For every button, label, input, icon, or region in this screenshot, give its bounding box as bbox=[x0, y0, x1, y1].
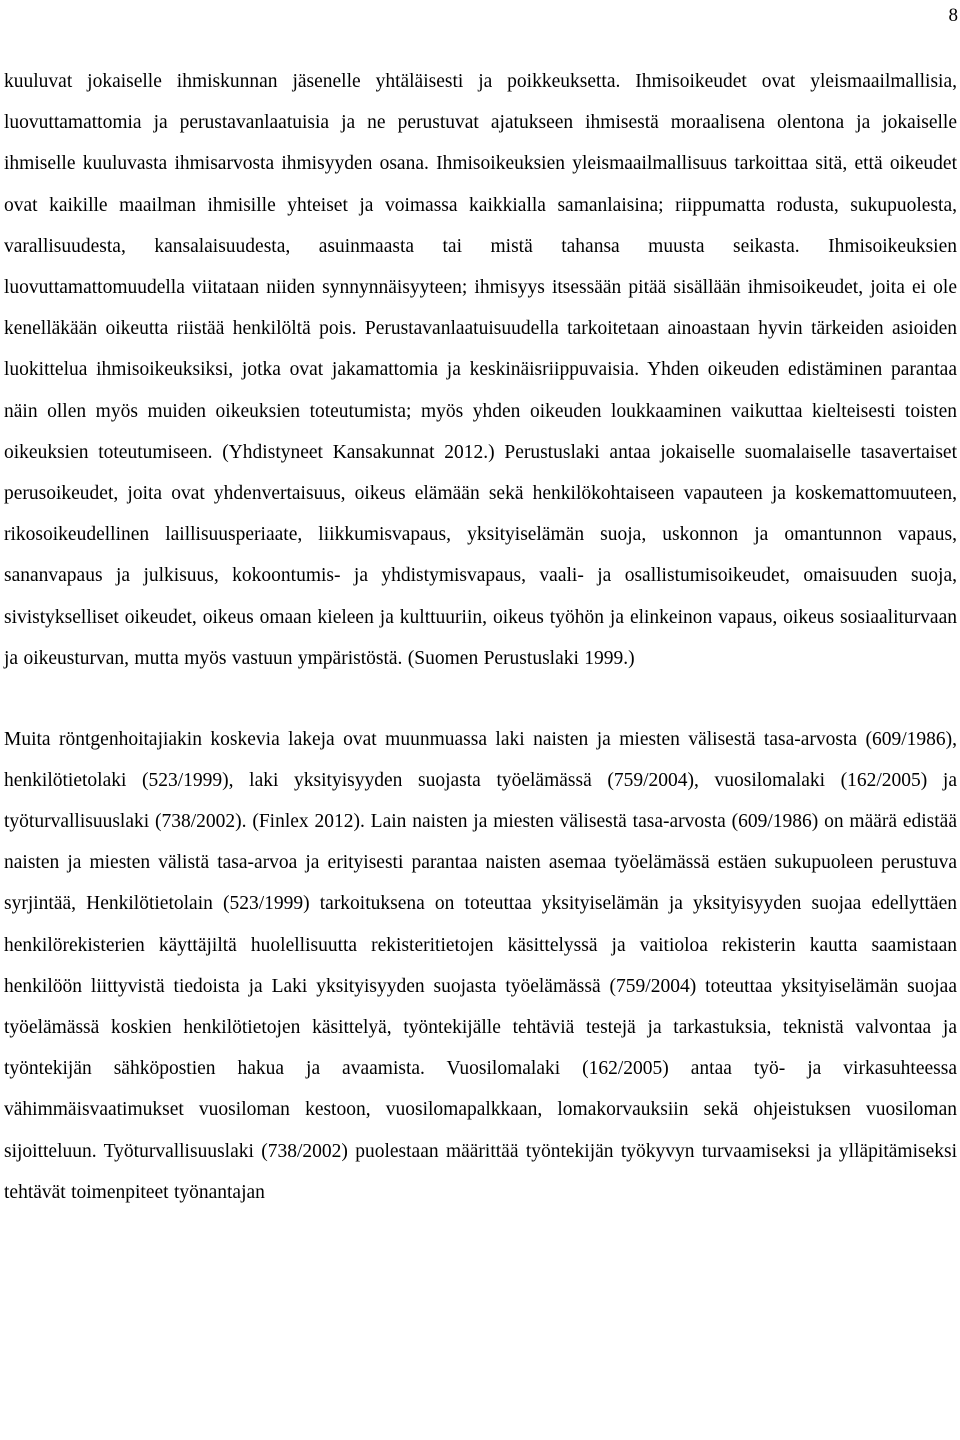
document-body bbox=[4, 61, 957, 1213]
paragraph-human-rights: kuuluvat jokaiselle ihmiskunnan jäsenelle yhtäläisesti ja poikkeuksetta. Ihmisoikeudet ovat yleismaailmallisia, luovuttamattomia ja perustavanlaatuisia ja ne perustuvat ajatukseen ihmisestä moraalisena olentona ja jokaiselle ihmiselle kuuluvasta ihmisarvosta ihmisyyden osana. Ihmisoikeuksien yleismaailmallisuus tarkoittaa sitä, että oikeudet ovat kaikille maailman ihmisille yhteiset ja voimassa kaikkialla samanlaisina; riippumatta rodusta, sukupuolesta, varallisuudesta, kansalaisuudesta, asuinmaasta tai mistä tahansa muusta seikasta. Ihmisoikeuksien luovuttamattomuudella viitataan niiden synnynnäisyyteen; ihmisyys itsessään pitää sisällään ihmisoikeudet, joita ei ole kenelläkään oikeutta riistää henkilöltä pois. Perustavanlaatuisuudella tarkoitetaan ainoastaan hyvin tärkeiden asioiden luokittelua ihmisoikeuksiksi, jotka ovat jakamattomia ja keskinäisriippuvaisia. Yhden oikeuden edistäminen parantaa näin ollen myös muiden oikeuksien toteutumista; myös yhden oikeuden loukkaaminen vaikuttaa kielteisesti toisten oikeuksien toteutumiseen. (Yhdistyneet Kansakunnat 2012.) Perustuslaki antaa jokaiselle suomalaiselle tasavertaiset perusoikeudet, joita ovat yhdenvertaisuus, oikeus elämään sekä henkilökohtaiseen vapauteen ja koskemattomuuteen, rikosoikeudellinen laillisuusperiaate, liikkumisvapaus, yksityiselämän suoja, uskonnon ja omantunnon vapaus, sananvapaus ja julkisuus, kokoontumis- ja yhdistymisvapaus, vaali- ja osallistumisoikeudet, omaisuuden suoja, sivistykselliset oikeudet, oikeus omaan kieleen ja kulttuuriin, oikeus työhön ja elinkeinon vapaus, oikeus sosiaaliturvaan ja oikeusturvan, mutta myös vastuun ympäristöstä. (Suomen Perustuslaki 1999.) bbox=[4, 71, 957, 669]
paragraph-related-laws: Muita röntgenhoitajiakin koskevia lakeja ovat muunmuassa laki naisten ja miesten välisestä tasa-arvosta (609/1986), henkilötietolaki (523/1999), laki yksityisyyden suojasta työelämässä (759/2004), vuosilomalaki (162/2005) ja työturvallisuuslaki (738/2002). (Finlex 2012). Lain naisten ja miesten välisestä tasa-arvosta (609/1986) on määrä edistää naisten ja miesten välistä tasa-arvoa ja erityisesti parantaa naisten asemaa työelämässä estäen sukupuoleen perustuva syrjintää, Henkilötietolain (523/1999) tarkoituksena on toteuttaa yksityiselämän ja yksityisyyden suojaa edellyttäen henkilörekisterien käyttäjiltä huolellisuutta rekisteritietojen käsittelyssä ja vaitioloa rekisterin kautta saamistaan henkilöön liittyvistä tiedoista ja Laki yksityisyyden suojasta työelämässä (759/2004) toteuttaa yksityiselämän suojaa työelämässä koskien henkilötietojen käsittelyä, työntekijälle tehtäviä testejä ja tarkastuksia, teknistä valvontaa ja työntekijän sähköpostien hakua ja avaamista. Vuosilomalaki (162/2005) antaa työ- ja virkasuhteessa vähimmäisvaatimukset vuosiloman kestoon, vuosilomapalkkaan, lomakorvauksiin sekä ohjeistuksen vuosiloman sijoitteluun. Työturvallisuuslaki (738/2002) puolestaan määrittää työntekijän työkyvyn turvaamiseksi ja ylläpitämiseksi tehtävät toimenpiteet työnantajan bbox=[4, 728, 957, 1203]
page-number: 8 bbox=[948, 5, 958, 26]
